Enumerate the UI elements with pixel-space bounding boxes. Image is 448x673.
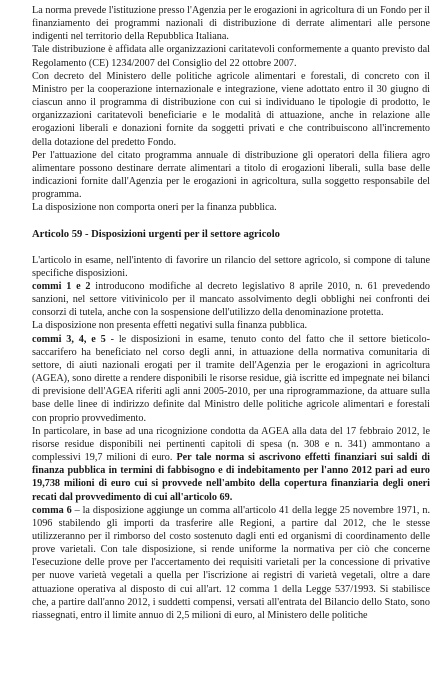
spacer xyxy=(32,215,430,228)
commi-1-2-note: La disposizione non presenta effetti negativi sulla finanza pubblica. xyxy=(32,320,308,332)
commi-3-5-paragraph xyxy=(32,333,430,425)
commi-1-2-lead: commi 1 e 2 xyxy=(32,281,91,293)
comma-6-paragraph xyxy=(32,504,430,622)
intro-paragraph-2: Tale distribuzione è affidata alle organizzazioni caritatevoli conformemente a quanto previsto dal Regolamento (CE) 1234/2007 del Consiglio del 22 ottobre 2007. xyxy=(32,44,430,69)
commi-3-5-paragraph-2 xyxy=(32,425,430,504)
commi-3-5-text: - le disposizioni in esame, tenuto conto del fatto che il settore bieticolo-saccarifero ha beneficiato nel corso degli anni, in attuazione della normativa comunitaria di settore, di aiuti nazionali erogati per il tramite dell'Agenzia per le erogazioni in agricoltura (AGEA), sono dirette a rendere disponibili le risorse residue, già iscritte ed impegnate nei bilanci di previsione dell'AGEA riferiti agli anni 2005-2010, per una riprogrammazione, da attuare sulla base delle linee di indirizzo definite dal Ministro delle politiche agricole alimentari e forestali con proprio provvedimento. xyxy=(32,333,430,424)
commi-1-2-paragraph xyxy=(32,280,430,319)
commi-1-2-text: introducono modifiche al decreto legislativo 8 aprile 2010, n. 61 prevedendo sanzioni, nel settore vitivinicolo per il mancato assolvimento degli obblighi nei confronti dei consorzi di tutela, anche con la sospensione dell'utilizzo della denominazione protetta. xyxy=(32,281,430,319)
comma-6-lead: comma 6 xyxy=(32,504,72,516)
commi-3-5-financial-effects: Per tale norma si ascrivono effetti finanziari sui saldi di finanza pubblica in termini di fabbisogno e di indebitamento per l'anno 2012 pari ad euro 19,738 milioni di euro cui si provvede nell'ambito della copertura finanziaria degli oneri recati dal provvedimento di cui all'articolo 69. xyxy=(32,452,430,503)
commi-3-5-lead: commi 3, 4, e 5 xyxy=(32,333,106,345)
intro-paragraph-4: Per l'attuazione del citato programma annuale di distribuzione gli operatori della filiera agro alimentare possono destinare derrate alimentari a titolo di erogazioni liberali, sulla base delle indicazioni fornite dall'Agenzia per le erogazioni in agricoltura, sulla soggetto responsabile del programma. xyxy=(32,149,430,201)
article-heading: Articolo 59 - Disposizioni urgenti per il settore agricolo xyxy=(32,228,280,240)
spacer xyxy=(32,241,430,254)
intro-paragraph-3: Con decreto del Ministero delle politiche agricole alimentari e forestali, di concreto con il Ministro per la cooperazione internazionale e integrazione, viene adottato entro il 30 giugno di ciascun anno il programma di distribuzione con cui si individuano le tipologie di prodotto, le organizzazioni caritatevoli beneficiarie e le modalità di attuazione, anche in relazione alle erogazioni liberali e donazioni fornite da soggetti privati e che contribuiscono all'incremento della dotazione del predetto Fondo. xyxy=(32,70,430,148)
commi-3-5-text-2: In particolare, in base ad una ricognizione condotta da AGEA alla data del 17 febbraio 2012, le risorse residue disponibili nei pertinenti capitoli di spesa (n. 308 e n. 341) ammontano a complessivi 19,7 milioni di euro. xyxy=(32,425,430,464)
comma-6-text: – la disposizione aggiunge un comma all'articolo 41 della legge 25 novembre 1971, n. 1096 stabilendo gli importi da trasferire alle Regioni, a partire dal 2012, che le stesse utilizzeranno per il rimborso del costo sostenuto dagli enti ed organismi di coordinamento delle prove varietali. Con tale disposizione, si rende uniforme la normativa per ciò che concerne l'esecuzione delle prove per l'accertamento dei requisiti varietali per la concessione di privative per nuove varietà vegetali a quella per l'iscrizione ai registri di varietà vegetali, oltre a dare attuazione operativa al disposto di cui all'art. 12 comma 1 della Legge 537/1993. Si stabilisce che, a partire dall'anno 2012, i suddetti compensi, versati all'entrata del Bilancio dello Stato, sono riassegnati, entro il limite annuo di 2,5 milioni di euro, al Ministero delle politiche xyxy=(32,504,430,621)
intro-paragraph-1: La norma prevede l'istituzione presso l'Agenzia per le erogazioni in agricoltura di un Fondo per il finanziamento dei programmi nazionali di distribuzione di derrate alimentari alle persone indigenti nel territorio della Repubblica Italiana. xyxy=(32,5,430,43)
article-intro-paragraph: L'articolo in esame, nell'intento di favorire un rilancio del settore agricolo, si compone di talune specifiche disposizioni. xyxy=(32,254,430,279)
intro-paragraph-5: La disposizione non comporta oneri per la finanza pubblica. xyxy=(32,202,277,214)
